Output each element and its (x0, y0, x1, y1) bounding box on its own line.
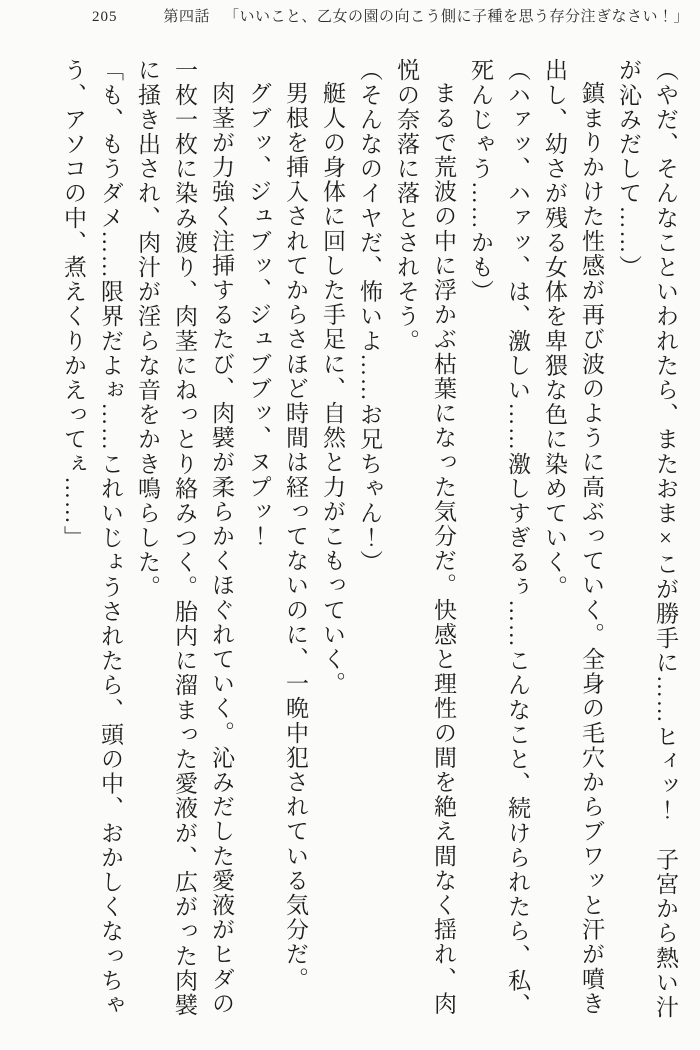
chapter-label: 第四話 (163, 9, 211, 25)
paragraph-narration: 艇人の身体に回した手足に、自然と力がこもっていく。 (320, 81, 345, 696)
paragraph-monologue: （そんなのイヤだ、怖いよ……お兄ちゃん！） (357, 58, 382, 575)
novel-text-body (55, 58, 684, 1026)
paragraph-dialogue: 「も、もうダメ……限界だよぉ……これいじょうされたら、頭の中、おかしくなっちゃう、アソコの中、煮えくりかえってぇ……」 (61, 58, 123, 1018)
paragraph-monologue: （やだ、そんなこといわれたら、またおま×こが勝手に……ヒィッ！ 子宮から熱い汁が沁みだして……） (616, 58, 678, 1020)
page-number: 205 (92, 9, 118, 25)
paragraph-narration: 男根を挿入されてからさほど時間は経ってないのに、一晩中犯されている気分だ。 (283, 81, 308, 992)
chapter-title: 「いいこと、乙女の園の向こう側に子種を思う存分注ぎなさい！」 (224, 9, 690, 25)
paragraph-narration: 鎮まりかけた性感が再び波のように高ぶっていく。全身の毛穴からブワッと汗が噴き出し、幼さが残る女体を卑猥な色に染めていく。 (542, 58, 604, 1016)
paragraph-monologue: （ハァッ、ハァッ、は、激しい……激しすぎるぅ……こんなこと、続けられたら、私、死んじゃう……かも） (468, 58, 530, 1018)
paragraph-sfx: グブッ、ジュブッ、ジュブブッ、ヌプッ！ (246, 81, 271, 549)
running-head (0, 5, 700, 26)
paragraph-narration: まるで荒波の中に浮かぶ枯葉になった気分だ。快感と理性の間を絶え間なく揺れ、肉悦の奈落に落とされそう。 (394, 58, 456, 1016)
paragraph-narration: 肉茎が力強く注挿するたび、肉襞が柔らかくほぐれていく。沁みだした愛液がヒダの一枚一枚に染み渡り、肉茎にねっとり絡みつく。胎内に溜まった愛液が、広がった肉襞に掻き出され、肉汁が淫らな音をかき鳴らした。 (135, 58, 234, 1018)
